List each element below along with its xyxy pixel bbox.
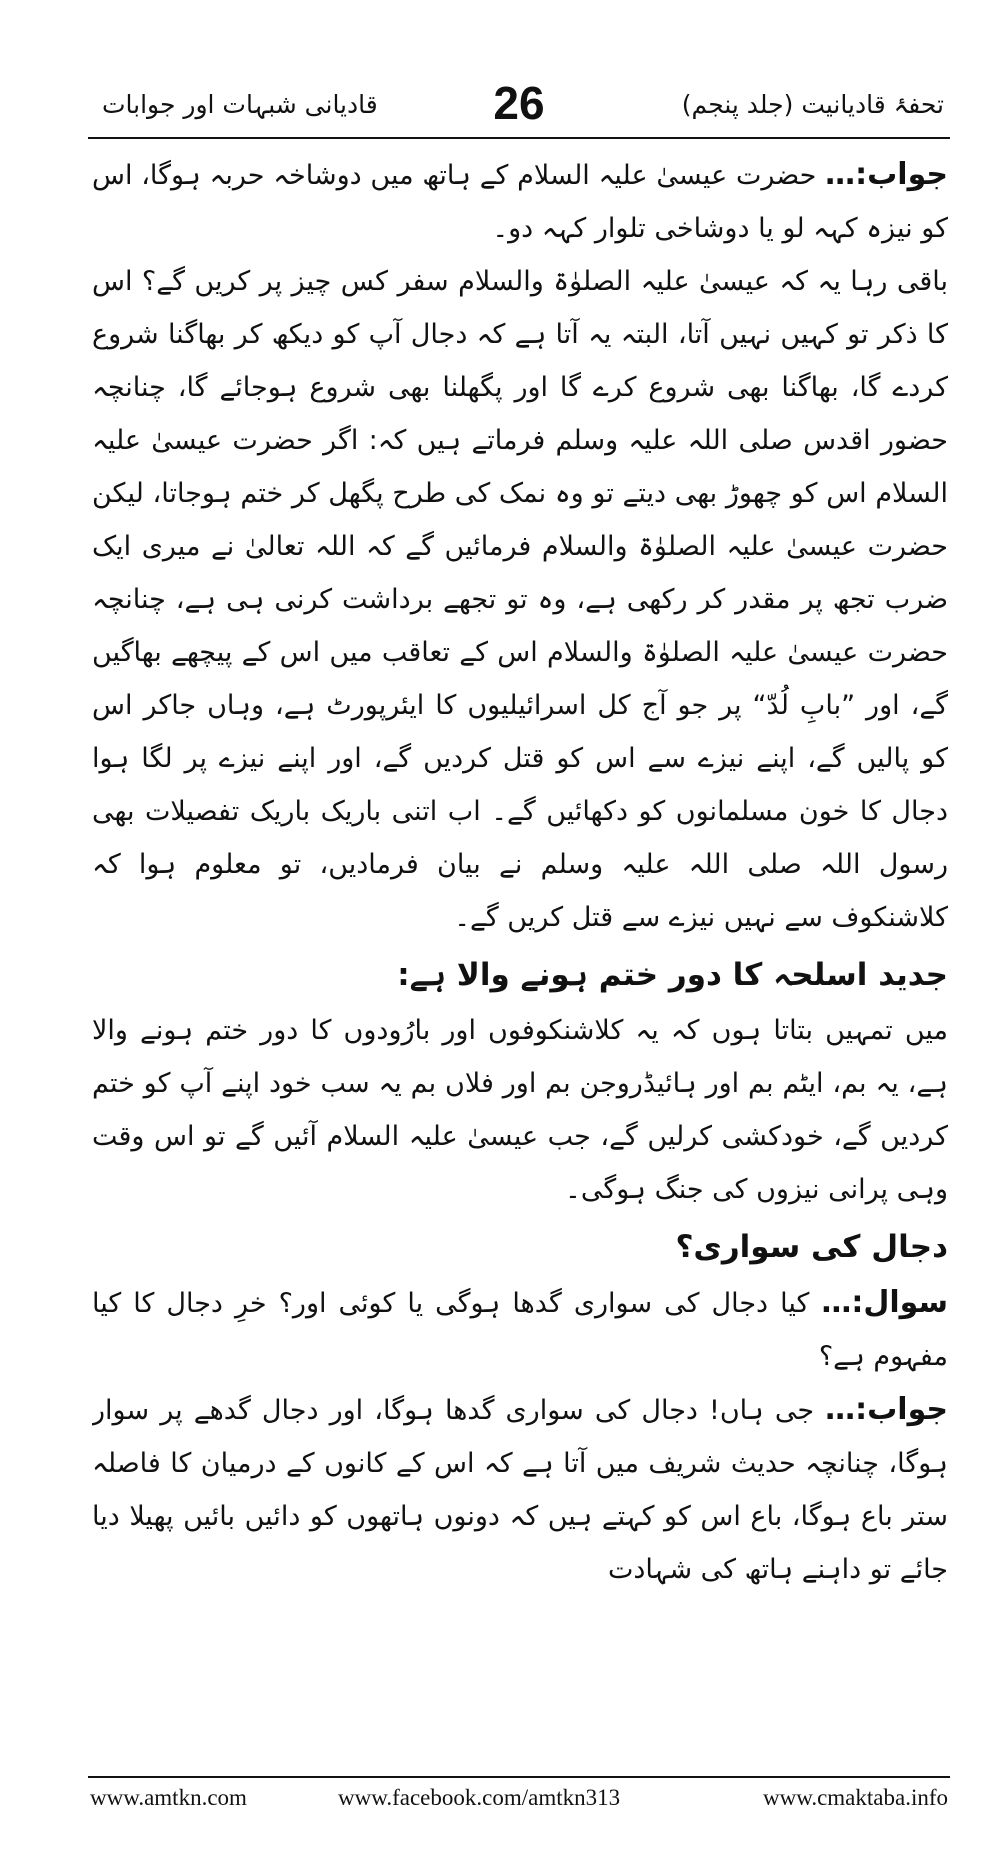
section-heading-weapons: جدید اسلحہ کا دور ختم ہونے والا ہے: <box>397 957 948 993</box>
page-body <box>92 148 948 1753</box>
answer-paragraph-2 <box>92 1383 948 1596</box>
footer-divider <box>88 1776 950 1778</box>
footer-link-amtkn[interactable]: www.amtkn.com <box>90 1785 247 1810</box>
book-title: تحفۂ قادیانیت (جلد پنجم) <box>681 90 944 119</box>
body-paragraph-2: باقی رہا یہ کہ عیسیٰ علیہ الصلوٰۃ والسلام سفر کس چیز پر کریں گے؟ اس کا ذکر تو کہیں نہیں آتا، البتہ یہ آتا ہے کہ دجال آپ کو دیکھ کر بھاگنا شروع کردے گا، بھاگنا بھی شروع کرے گا اور پگھلنا بھی شروع ہوجائے گا، چنانچہ حضور اقدس صلی اللہ علیہ وسلم فرماتے ہیں کہ: اگر حضرت عیسیٰ علیہ السلام اس کو چھوڑ بھی دیتے تو وہ نمک کی طرح پگھل کر ختم ہوجاتا، لیکن حضرت عیسیٰ علیہ الصلوٰۃ والسلام فرمائیں گے کہ اللہ تعالیٰ نے میری ایک ضرب تجھ پر مقدر کر رکھی ہے، وہ تو تجھے برداشت کرنی ہی ہے، چنانچہ حضرت عیسیٰ علیہ الصلوٰۃ والسلام اس کے تعاقب میں اس کے پیچھے بھاگیں گے، اور ”بابِ لُدّ“ پر جو آج کل اسرائیلیوں کا ایئرپورٹ ہے، وہاں جاکر اس کو پالیں گے، اپنے نیزے سے اس کو قتل کردیں گے، اور اپنے نیزے پر لگا ہوا دجال کا خون مسلمانوں کو دکھائیں گے۔ اب اتنی باریک باریک تفصیلات بھی رسول اللہ صلی اللہ علیہ وسلم نے بیان فرمادیں، تو معلوم ہوا کہ کلاشنکوف سے نہیں نیزے سے قتل کریں گے۔ <box>92 266 948 933</box>
body-paragraph-3: میں تمہیں بتاتا ہوں کہ یہ کلاشنکوفوں اور بارُودوں کا دور ختم ہونے والا ہے، یہ بم، ایٹم بم اور ہائیڈروجن بم اور فلاں بم یہ سب خود اپنے آپ کو ختم کردیں گے، خودکشی کرلیں گے، جب عیسیٰ علیہ السلام آئیں گے تو اس وقت وہی پرانی نیزوں کی جنگ ہوگی۔ <box>92 1015 948 1205</box>
footer-link-facebook[interactable]: www.facebook.com/amtkn313 <box>338 1785 621 1810</box>
question-text: کیا دجال کی سواری گدھا ہوگی یا کوئی اور؟ خرِ دجال کا کیا مفہوم ہے؟ <box>92 1288 948 1372</box>
footer-link-cmaktaba[interactable]: www.cmaktaba.info <box>763 1785 948 1810</box>
answer-text-2: جی ہاں! دجال کی سواری گدھا ہوگا، اور دجال گدھے پر سوار ہوگا، چنانچہ حدیث شریف میں آتا ہے کہ اس کے کانوں کے درمیان کا فاصلہ ستر باع ہوگا، باع اس کو کہتے ہیں کہ دونوں ہاتھوں کو دائیں بائیں پھیلا دیا جائے تو داہنے ہاتھ کی شہادت <box>92 1395 948 1585</box>
question-paragraph <box>92 1276 948 1383</box>
page-footer <box>88 1783 950 1823</box>
header-divider <box>88 137 950 139</box>
question-label: سوال:… <box>821 1285 948 1320</box>
chapter-title: قادیانی شبہات اور جوابات <box>102 90 378 119</box>
page-number: 26 <box>493 77 545 129</box>
answer-label-2: جواب:… <box>825 1392 948 1427</box>
answer-text: حضرت عیسیٰ علیہ السلام کے ہاتھ میں دوشاخہ حربہ ہوگا، اس کو نیزہ کہہ لو یا دوشاخی تلوار کہہ دو۔ <box>92 160 948 244</box>
answer-paragraph-1 <box>92 148 948 255</box>
page-header <box>88 78 950 134</box>
section-heading-mount: دجال کی سواری؟ <box>675 1229 948 1265</box>
answer-label: جواب:… <box>825 157 948 192</box>
